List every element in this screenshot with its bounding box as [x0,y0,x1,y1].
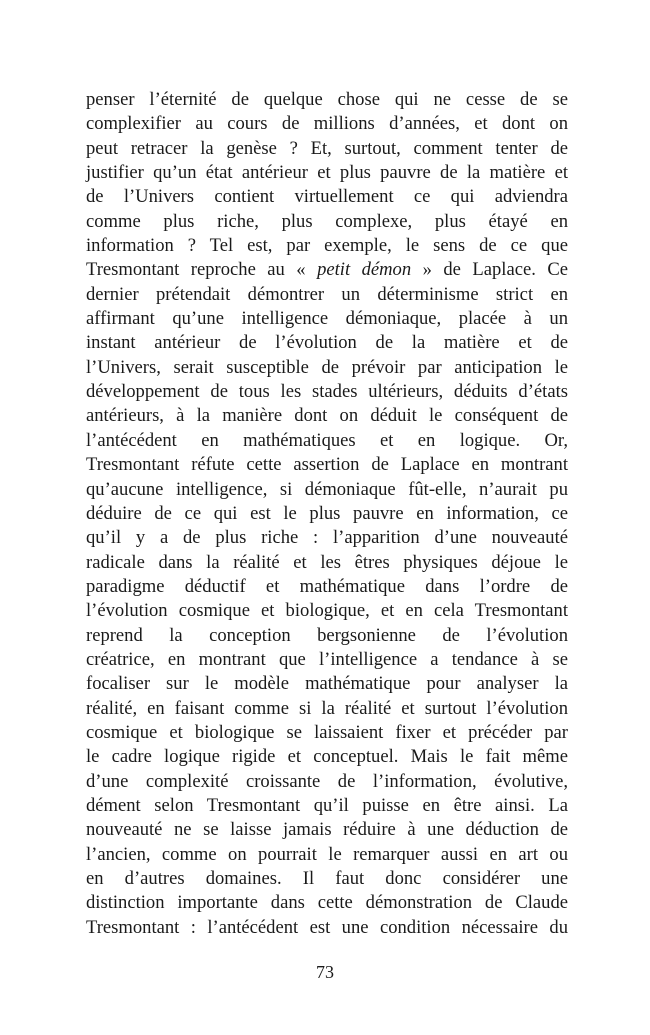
text-line: développement de tous les stades ultérieurs, déduits d’états [86,381,568,403]
text-line: créatrice, en montrant que l’intelligence a tendance à se [86,648,568,670]
text-line: nouveauté ne se laisse jamais réduire à une déduction de [86,819,568,841]
text-line: distinction importante dans cette démonstration de Claude [86,892,568,914]
text-line: reprend la conception bergsonienne de l’évolution [86,624,568,646]
text-line: comme plus riche, plus complexe, plus étayé en [86,210,568,232]
text-line: cosmique et biologique se laissaient fixer et précéder par [86,721,568,743]
text-line: qu’il y a de plus riche : l’apparition d’une nouveauté [86,527,568,549]
text-line: l’Univers, serait susceptible de prévoir par anticipation le [86,356,568,378]
text-line: l’antécédent en mathématiques et en logique. Or, [86,429,568,451]
text-line: radicale dans la réalité et les êtres physiques déjoue le [86,551,568,573]
text-line: réalité, en faisant comme si la réalité et surtout l’évolution [86,697,568,719]
text-line: complexifier au cours de millions d’années, et dont on [86,113,568,135]
text-line: affirmant qu’une intelligence démoniaque, placée à un [86,308,568,330]
text-line: l’évolution cosmique et biologique, et en cela Tresmontant [86,600,568,622]
text-line: dernier prétendait démontrer un déterminisme strict en [86,283,568,305]
text-line: qu’aucune intelligence, si démoniaque fût-elle, n’aurait pu [86,478,568,500]
page-number: 73 [316,962,334,982]
text-line: Tresmontant : l’antécédent est une condition nécessaire du [86,916,568,938]
body-text [86,88,568,940]
text-line: dément selon Tresmontant qu’il puisse en être ainsi. La [86,794,568,816]
text-line: l’ancien, comme on pourrait le remarquer aussi en art ou [86,843,568,865]
text-line: focaliser sur le modèle mathématique pour analyser la [86,673,568,695]
text-line: information ? Tel est, par exemple, le sens de ce que [86,235,568,257]
text-line: peut retracer la genèse ? Et, surtout, comment tenter de [86,137,568,159]
text-line: Tresmontant réfute cette assertion de Laplace en montrant [86,454,568,476]
text-line: déduire de ce qui est le plus pauvre en information, ce [86,502,568,524]
text-line: Tresmontant reproche au « petit démon » de Laplace. Ce [86,259,568,281]
text-line: penser l’éternité de quelque chose qui ne cesse de se [86,89,568,110]
text-line: paradigme déductif et mathématique dans l’ordre de [86,575,568,597]
text-line: en d’autres domaines. Il faut donc considérer une [86,868,568,889]
text-line: d’une complexité croissante de l’information, évolutive, [86,770,568,792]
text-line: justifier qu’un état antérieur et plus pauvre de la matière et [86,162,568,184]
text-line: de l’Univers contient virtuellement ce qui adviendra [86,186,568,208]
emphasized-text: petit démon [317,259,412,281]
text-line: le cadre logique rigide et conceptuel. Mais le fait même [86,746,568,768]
text-line: antérieurs, à la manière dont on déduit le conséquent de [86,405,568,427]
text-line: instant antérieur de l’évolution de la matière et de [86,332,568,354]
